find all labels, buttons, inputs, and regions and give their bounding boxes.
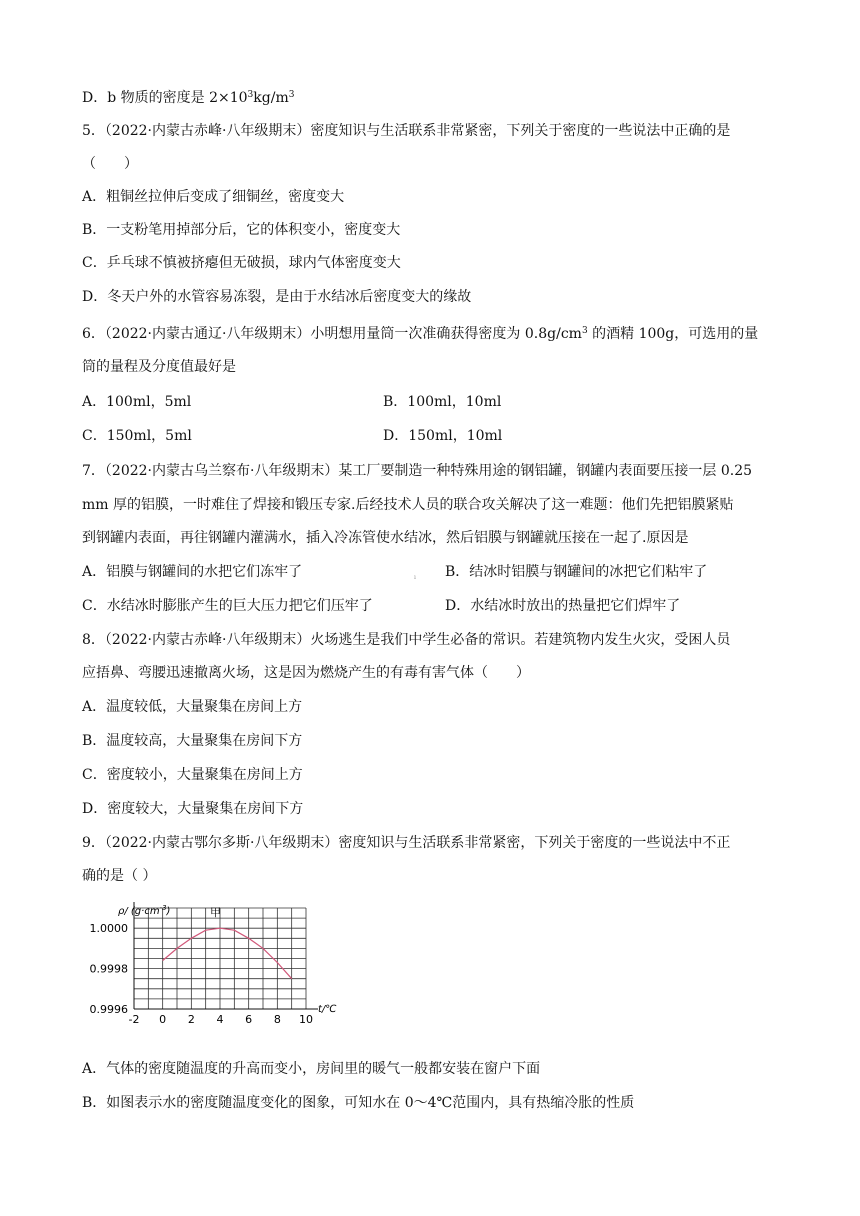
q7-option-d: D．水结冰时放出的热量把它们焊牢了 [445,598,681,614]
q9-option-b: B．如图表示水的密度随温度变化的图象，可知水在 0～4℃范围内，具有热缩冷胀的性质 [82,1095,635,1111]
q7-stem-line1: 7．（2022·内蒙古乌兰察布·八年级期末）某工厂要制造一种特殊用途的钢铝罐，钢罐内表面要压接一层 0.25 [82,463,753,479]
q6-stem-line2: 筒的量程及分度值最好是 [82,359,236,375]
q9-option-a: A．气体的密度随温度的升高而变小，房间里的暖气一般都安装在窗户下面 [82,1061,541,1077]
q7-option-a: A．铝膜与钢罐间的水把它们冻牢了 [82,564,303,580]
y-tick-label: 1.0000 [89,922,128,936]
chart-title: 甲 [210,906,221,919]
q8-option-b: B．温度较高，大量聚集在房间下方 [82,733,303,749]
q8-option-a: A．温度较低，大量聚集在房间上方 [82,699,303,715]
q7-option-c: C．水结冰时膨胀产生的巨大压力把它们压牢了 [82,598,373,614]
q8-option-c: C．密度较小，大量聚集在房间上方 [82,767,303,783]
x-tick-label: 10 [299,1013,313,1026]
density-curve [163,928,292,979]
q7-option-b: B．结冰时铝膜与钢罐间的冰把它们粘牢了 [445,564,708,580]
y-axis-label: ρ/ $(g\cdot cm^{-3})$ [118,904,171,917]
q5-stem-line1: 5．（2022·内蒙古赤峰·八年级期末）密度知识与生活联系非常紧密，下列关于密度的一些说法中正确的是 [82,123,731,139]
y-tick-label: 0.9998 [89,962,128,976]
q6-option-a: A．100ml，5ml [82,394,192,410]
x-tick-label: 0 [159,1013,167,1026]
water-density-chart [82,898,372,1030]
q6-option-d: D．150ml，10ml [383,428,503,444]
y-tick-label: 0.9996 [89,1003,128,1016]
q8-stem-line2: 应捂鼻、弯腰迅速撤离火场，这是因为燃烧产生的有毒有害气体（ ） [82,665,530,681]
chart-ticks [90,922,314,1026]
chart-grid [134,908,306,1009]
q9-stem-line2: 确的是（ ） [82,868,157,884]
x-tick-label: 2 [187,1013,195,1026]
x-tick-label: 4 [216,1013,224,1026]
q8-stem-line1: 8．（2022·内蒙古赤峰·八年级期末）火场逃生是我们中学生必备的常识。若建筑物内发生火灾，受困人员 [82,632,731,648]
q4-option-d: D．b 物质的密度是 $2\times 10^3kg/m^3$ [82,90,295,106]
q8-option-d: D．密度较大，大量聚集在房间下方 [82,801,304,817]
x-tick-label: -2 [128,1013,140,1026]
q9-stem-line1: 9．（2022·内蒙古鄂尔多斯·八年级期末）密度知识与生活联系非常紧密，下列关于密度的一些说法中不正 [82,835,731,851]
q6-option-c: C．150ml，5ml [82,428,192,444]
q5-option-b: B．一支粉笔用掉部分后，它的体积变小，密度变大 [82,222,401,238]
q7-stem-line2: mm 厚的铝膜，一时难住了焊接和锻压专家.后经技术人员的联合攻关解决了这一难题：他们先把铝膜紧贴 [82,497,734,513]
x-tick-label: 6 [245,1013,253,1026]
q6-option-b: B．100ml，10ml [383,394,502,410]
q5-option-c: C．乒乓球不慎被挤瘪但无破损，球内气体密度变大 [82,255,401,271]
q7-stem-line3: 到钢罐内表面，再往钢罐内灌满水，插入冷冻管使水结冰，然后铝膜与钢罐就压接在一起了.原因是 [82,530,689,546]
x-axis-label: t/℃ [318,1004,337,1015]
q5-stem-line2: （ ） [82,156,138,172]
q6-stem-line1: 6．（2022·内蒙古通辽·八年级期末）小明想用量筒一次准确获得密度为 $0.8g/cm^3$ 的酒精 100g，可选用的量 [82,326,759,342]
q5-option-d: D．冬天户外的水管容易冻裂，是由于水结冰后密度变大的缘故 [82,289,472,305]
x-tick-label: 8 [273,1013,281,1026]
q5-option-a: A．粗铜丝拉伸后变成了细铜丝，密度变大 [82,189,345,205]
stray-mark: ı [414,574,416,581]
